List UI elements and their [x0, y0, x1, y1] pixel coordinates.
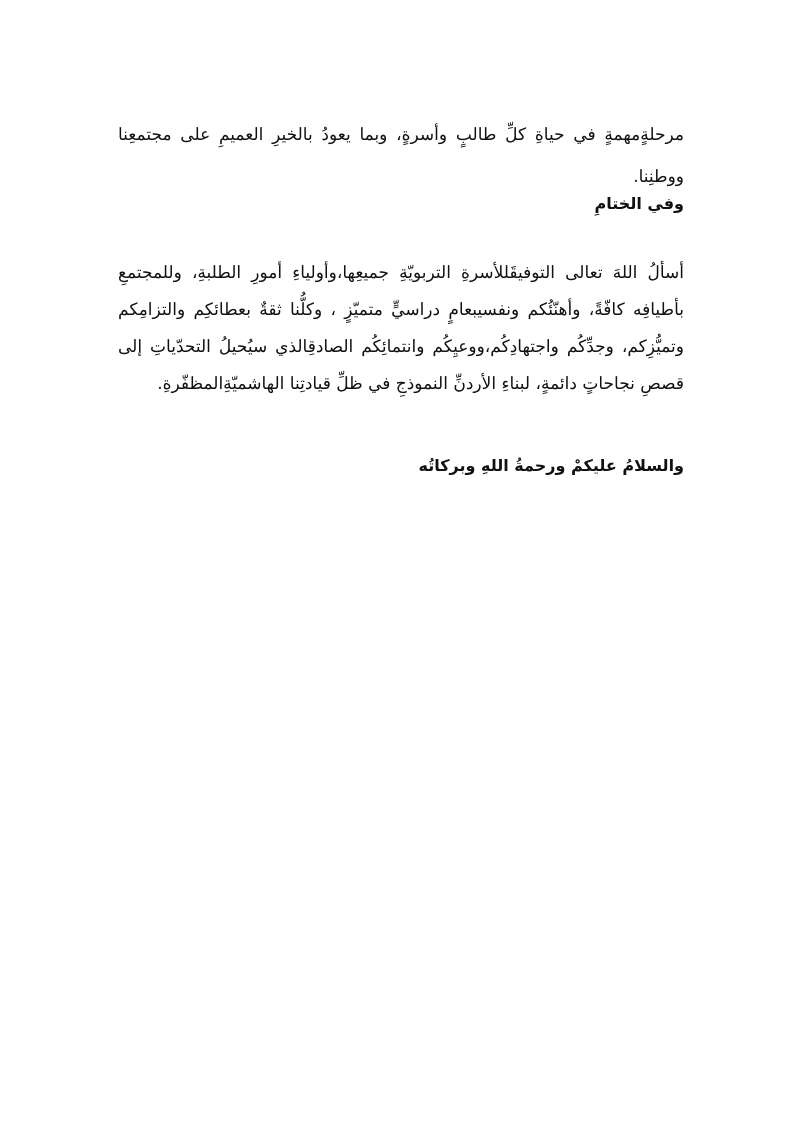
intro-paragraph: مرحلةٍمهمةٍ في حياةِ كلِّ طالبٍ وأسرةٍ، وبما يعودُ بالخيرِ العميمِ على مجتمعِنا ووطنِنا.	[118, 125, 684, 187]
conclusion-heading: وفي الختامِ	[594, 194, 684, 213]
closing-greeting: والسلامُ عليكمْ ورحمةُ اللهِ وبركاتُه	[418, 456, 684, 475]
conclusion-paragraph: أسألُ اللهَ تعالى التوفيقَللأسرةِ التربويّةِ جميعِها،وأولياءِ أمورِ الطلبةِ، وللمجتمعِ بأطيافِه كافّةً، وأهنّئُكم ونفسيبعامٍ دراسيٍّ متميّزٍ ، وكلُّنا ثقةٌ بعطائكِم والتزامِكم وتميُّزِكم، وجدِّكُم واجتهادِكُم،ووعيِكُم وانتمائِكُم الصادقِالذي سيُحيلُ التحدّياتِ إلى قصصِ نجاحاتٍ دائمةٍ، لبناءِ الأردنِّ النموذجِ في ظلِّ قيادتِنا الهاشميّةِالمظفّرةِ.	[118, 263, 684, 394]
